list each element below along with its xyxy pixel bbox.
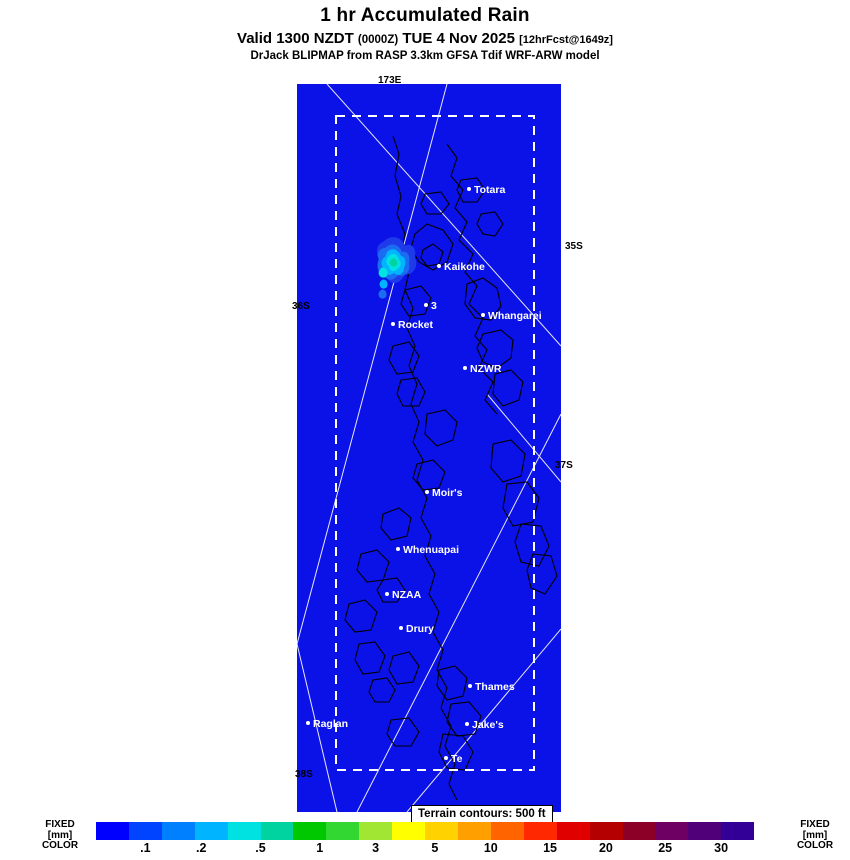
grid-label-latitude: 37S (555, 460, 573, 471)
scale-tick-label: 3 (372, 841, 380, 855)
station-dot-icon (481, 313, 485, 317)
station-marker[interactable] (444, 754, 462, 764)
color-swatch-2 (162, 822, 195, 840)
station-marker[interactable] (481, 311, 542, 321)
forecast-stamp: [12hrFcst@1649z] (519, 34, 613, 46)
station-marker[interactable] (468, 682, 515, 692)
legend-left-line-1: FIXED (45, 819, 75, 830)
station-dot-icon (424, 303, 428, 307)
station-label: NZWR (470, 363, 502, 376)
legend-right-line-2: [mm] (802, 829, 828, 841)
station-dot-icon (437, 264, 441, 268)
color-swatch-6 (293, 822, 326, 840)
station-marker[interactable] (463, 364, 502, 374)
station-marker[interactable] (399, 624, 434, 634)
scale-tick-label: .2 (196, 841, 207, 855)
scale-tick-label: 30 (714, 841, 729, 855)
color-swatch-17 (655, 822, 688, 840)
station-dot-icon (444, 756, 448, 760)
scale-tick-label: .5 (255, 841, 266, 855)
station-marker[interactable] (396, 545, 459, 555)
model-description: DrJack BLIPMAP from RASP 3.3km GFSA Tdif WRF-ARW model (250, 50, 600, 62)
station-label: Whangarei (488, 310, 542, 323)
scale-tick-label: .1 (140, 841, 151, 855)
scale-tick-label: 15 (543, 841, 557, 855)
color-scale-bar (96, 822, 754, 840)
scale-tick-label: 1 (316, 841, 324, 855)
grid-label-latitude: 35S (565, 241, 583, 252)
station-dot-icon (306, 721, 310, 725)
station-label: Totara (474, 184, 506, 197)
station-label: Te (451, 753, 463, 766)
station-dot-icon (463, 366, 467, 370)
station-label: Rocket (398, 319, 434, 332)
color-swatch-8 (359, 822, 392, 840)
color-swatch-1 (129, 822, 162, 840)
station-marker[interactable] (424, 301, 437, 311)
rain-map[interactable] (297, 84, 561, 812)
station-marker[interactable] (467, 185, 505, 195)
legend-left-line-3: COLOR (41, 840, 79, 851)
station-label: 3 (431, 300, 437, 313)
color-swatch-5 (261, 822, 294, 840)
legend-right-caption (788, 820, 842, 852)
grid-label-latitude: 36S (292, 301, 310, 312)
color-swatch-13 (524, 822, 557, 840)
color-scale-ticks (96, 841, 754, 857)
station-dot-icon (468, 684, 472, 688)
legend-right-line-3: COLOR (796, 840, 834, 851)
station-marker[interactable] (385, 590, 421, 600)
station-label: Drury (406, 623, 435, 636)
color-swatch-4 (228, 822, 261, 840)
valid-time-utc: (0000Z) (357, 34, 399, 46)
station-label: NZAA (392, 589, 422, 602)
color-swatch-3 (195, 822, 228, 840)
station-label: Thames (475, 681, 515, 694)
scale-tick-label: 25 (658, 841, 673, 855)
station-label: Kaikohe (444, 261, 485, 274)
valid-time: Valid 1300 NZDT (237, 30, 354, 47)
scale-tick-label: 20 (598, 841, 613, 855)
color-swatch-16 (623, 822, 656, 840)
station-marker[interactable] (437, 262, 485, 272)
station-dot-icon (399, 626, 403, 630)
color-swatch-11 (458, 822, 491, 840)
legend-left-caption (33, 820, 87, 852)
station-marker[interactable] (391, 320, 433, 330)
valid-time-line (0, 30, 850, 47)
color-swatch-15 (590, 822, 623, 840)
legend-right-line-1: FIXED (800, 819, 830, 830)
station-marker[interactable] (425, 488, 463, 498)
coastline-contours (345, 136, 557, 800)
terrain-contour-note: Terrain contours: 500 ft (411, 805, 553, 824)
color-swatch-18 (688, 822, 721, 840)
color-swatch-19 (721, 822, 754, 840)
color-swatch-9 (392, 822, 425, 840)
legend-left-line-2: [mm] (47, 829, 73, 841)
station-dot-icon (396, 547, 400, 551)
station-dot-icon (425, 490, 429, 494)
station-dot-icon (385, 592, 389, 596)
station-label: Whenuapai (403, 544, 460, 557)
grid-label-longitude: 173E (378, 75, 402, 86)
grid-label-latitude: 38S (295, 769, 313, 780)
station-dot-icon (391, 322, 395, 326)
scale-tick-label: 5 (431, 841, 439, 855)
valid-date: TUE 4 Nov 2025 (402, 30, 515, 47)
color-swatch-14 (557, 822, 590, 840)
station-dot-icon (465, 722, 469, 726)
station-label: Raglan (313, 718, 349, 731)
title-block (0, 0, 850, 62)
color-swatch-12 (491, 822, 524, 840)
color-swatch-7 (326, 822, 359, 840)
station-label: Moir's (432, 487, 463, 500)
map-graphics (297, 84, 561, 812)
station-dot-icon (467, 187, 471, 191)
station-label: Jake's (472, 719, 504, 732)
station-marker[interactable] (306, 719, 348, 729)
color-swatch-0 (96, 822, 129, 840)
page-title: 1 hr Accumulated Rain (320, 5, 530, 26)
scale-tick-label: 10 (483, 841, 498, 855)
color-swatch-10 (425, 822, 458, 840)
rain-patch (377, 237, 416, 299)
station-marker[interactable] (465, 720, 504, 730)
